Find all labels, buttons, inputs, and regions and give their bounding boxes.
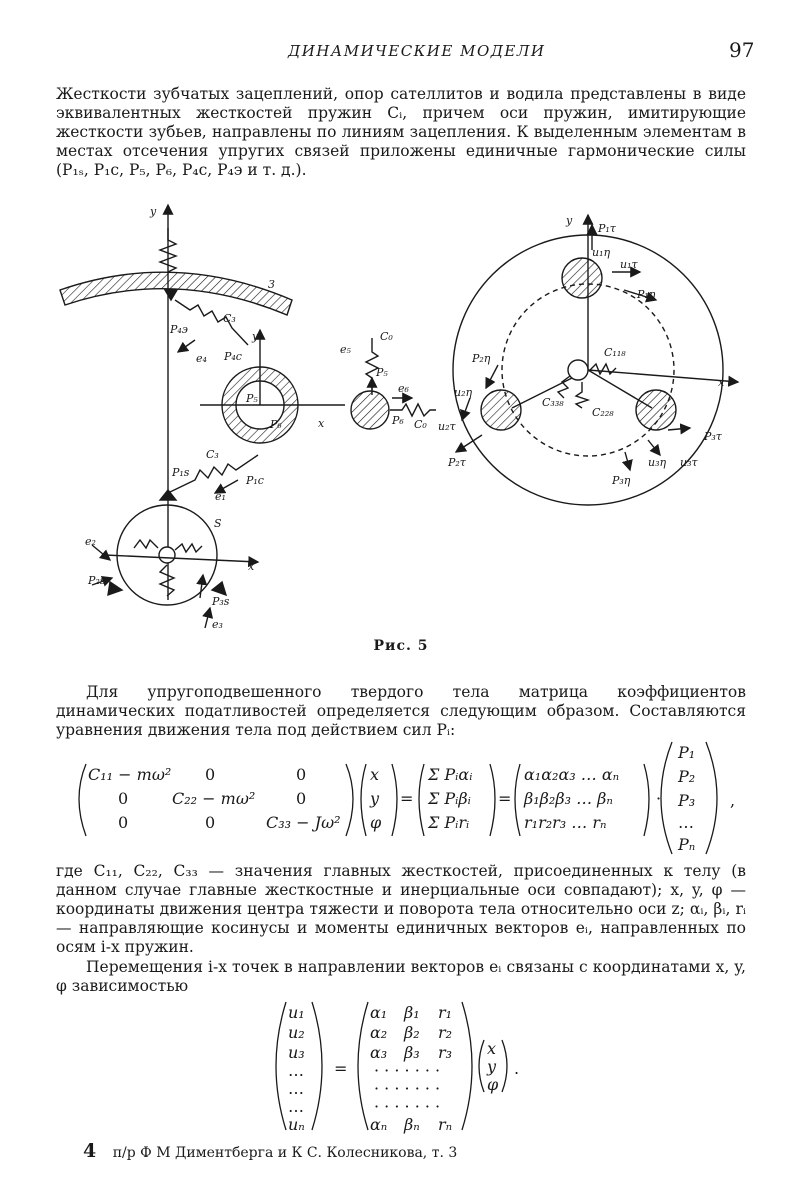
label-c3-bottom: C₃ (206, 448, 219, 461)
eq2-u5: … (288, 1079, 304, 1098)
planet-3 (636, 390, 676, 430)
eq1-eq2: = (498, 789, 512, 808)
eq2-rn: rₙ (438, 1115, 453, 1134)
eq1-v3: φ (370, 813, 382, 832)
label-c228: C₂₂₈ (592, 406, 614, 419)
label-p2h: P₂η (472, 352, 491, 365)
eq1-m33: C₃₃ − Jω² (266, 813, 341, 832)
label-u1t: u₁τ (620, 258, 638, 271)
eq1-r1: α₁α₂α₃ … αₙ (524, 765, 620, 784)
eq1-eq1: = (400, 789, 414, 808)
label-p6-mid: P₆ (392, 414, 404, 427)
label-c118: C₁₁₈ (604, 346, 626, 359)
eq2-u2: u₂ (288, 1023, 305, 1042)
label-e2: e₂ (85, 535, 96, 548)
eq2-a1: α₁ (370, 1003, 388, 1022)
eq2-b1: β₁ (404, 1003, 420, 1022)
planet-1 (562, 258, 602, 298)
label-3: 3 (268, 278, 275, 291)
eq1-m11: C₁₁ − mω² (88, 765, 172, 784)
eq2-bn: βₙ (404, 1115, 420, 1134)
eq1-s1: Σ Pᵢαᵢ (428, 765, 473, 784)
label-p2s: P₂s (88, 574, 106, 587)
label-p1c: P₁c (246, 474, 264, 487)
footnote (83, 1140, 457, 1162)
label-e3: e₃ (212, 618, 223, 631)
eq1-s3: Σ Pᵢrᵢ (428, 813, 470, 832)
eq2-u1: u₁ (288, 1003, 305, 1022)
label-x-left: x (318, 417, 325, 430)
eq2-u6: … (288, 1097, 304, 1116)
label-p1s: P₁s (172, 466, 190, 479)
eq1-p2: P₂ (678, 767, 696, 786)
eq2-period: . (514, 1059, 520, 1078)
eq1-p1: P₁ (678, 743, 696, 762)
label-p4c: P₄c (224, 350, 242, 363)
footnote-text: п/р Ф М Диментберга и К С. Колесникова, т. 3 (112, 1145, 458, 1161)
eq1-pdots: … (678, 813, 694, 832)
eq2-u4: … (288, 1061, 304, 1080)
eq2-a3: α₃ (370, 1043, 388, 1062)
eq1-r2: β₁β₂β₃ … βₙ (524, 789, 613, 808)
label-e1: e₁ (215, 490, 226, 503)
label-p4e: P₄э (170, 323, 188, 336)
label-x2: x (248, 560, 255, 573)
eq2-r2: r₂ (438, 1023, 453, 1042)
eq2-u3: u₃ (288, 1043, 305, 1062)
label-y: y (150, 205, 157, 218)
label-c338: C₃₃₈ (542, 396, 564, 409)
eq1-p3: P₃ (678, 791, 696, 810)
label-s: S (214, 517, 222, 530)
eq1-comma: , (730, 791, 736, 810)
eq2-b2: β₂ (404, 1023, 420, 1042)
paragraph-4: Перемещения i-х точек в направлении векторов eᵢ связаны с координатами x, y, φ зависимостью (56, 958, 746, 995)
equation-1 (0, 740, 802, 855)
eq2-vy: y (487, 1057, 497, 1076)
eq2-dots-2: · · · · · · · (374, 1079, 441, 1098)
eq1-r3: r₁r₂r₃ … rₙ (524, 813, 607, 832)
eq2-r1: r₁ (438, 1003, 453, 1022)
label-p5-mid: P₅ (376, 366, 388, 379)
label-x-right: x (718, 376, 725, 389)
label-p3h: P₃η (612, 474, 631, 487)
label-u3t: u₃τ (680, 456, 698, 469)
label-u1h: u₁η (592, 246, 611, 259)
label-p1h: P₁η (637, 288, 656, 301)
label-e4: e₄ (196, 352, 207, 365)
eq1-v1: x (370, 765, 380, 784)
eq2-r3: r₃ (438, 1043, 453, 1062)
page-number: 97 (729, 38, 755, 62)
housing-arc-3 (60, 272, 292, 315)
label-c0-top: C₀ (380, 330, 393, 343)
eq1-s2: Σ Pᵢβᵢ (428, 789, 471, 808)
planet-middle (351, 391, 389, 429)
eq1-pn: Pₙ (678, 835, 696, 854)
running-title: ДИНАМИЧЕСКИЕ МОДЕЛИ (288, 42, 546, 60)
equation-2 (0, 996, 802, 1138)
signature-mark: 4 (83, 1140, 97, 1162)
label-c3-top: C₃ (223, 312, 236, 325)
paragraph-3: где C₁₁, C₂₂, C₃₃ — значения главных жесткостей, присоединенных к телу (в данном случае главные жесткостные и инерциальные оси совпадают); x, y, φ — координаты движения центра тяжести и поворота тела относительно оси z; αᵢ, βᵢ, rᵢ — направляющие косинусы и моменты единичных векторов eᵢ, направленных по осям i-х пружин. (56, 862, 746, 956)
label-p2t: P₂τ (448, 456, 466, 469)
label-u2h: u₂η (454, 386, 473, 399)
eq2-dots-3: · · · · · · · (374, 1097, 441, 1116)
eq1-m21: 0 (118, 789, 129, 808)
label-p3t: P₃τ (704, 430, 722, 443)
label-y2: y (252, 330, 259, 343)
label-p3s: P₃s (212, 595, 230, 608)
eq2-vx: x (487, 1039, 497, 1058)
label-e5: e₅ (340, 343, 351, 356)
paragraph-2: Для упругоподвешенного твердого тела матрица коэффициентов динамических податливостей определяется следующим образом. Составляются уравнения движения тела под действием сил Pᵢ: (56, 683, 746, 739)
label-p1t: P₁τ (598, 222, 616, 235)
eq1-m23: 0 (296, 789, 307, 808)
eq2-b3: β₃ (404, 1043, 420, 1062)
label-c0-bottom: C₀ (414, 418, 427, 431)
eq1-v2: y (370, 789, 380, 808)
eq1-m13: 0 (296, 765, 307, 784)
label-u3h: u₃η (648, 456, 667, 469)
eq2-an: αₙ (370, 1115, 388, 1134)
eq2-a2: α₂ (370, 1023, 388, 1042)
eq2-un: uₙ (288, 1115, 305, 1134)
planet-2 (481, 390, 521, 430)
eq1-m31: 0 (118, 813, 129, 832)
eq2-vphi: φ (487, 1075, 499, 1094)
label-y-right: y (566, 214, 573, 227)
eq1-dot: · (656, 789, 662, 808)
eq2-dots-1: · · · · · · · (374, 1061, 441, 1080)
eq1-m32: 0 (205, 813, 216, 832)
eq1-m22: C₂₂ − mω² (172, 789, 256, 808)
label-p6-left: P₆ (270, 418, 282, 431)
paragraph-1: Жесткости зубчатых зацеплений, опор сателлитов и водила представлены в виде эквивалентных жесткостей пружин Cᵢ, причем оси пружин, имитирующие жесткости зубьев, направлены по линиям зацепления. К выделенным элементам в местах отсечения упругих связей приложены единичные гармонические силы (P₁ₛ, P₁c, P₅, P₆, P₄c, P₄э и т. д.). (56, 85, 746, 179)
eq1-m12: 0 (205, 765, 216, 784)
eq2-eq: = (334, 1059, 348, 1078)
label-e6: e₆ (398, 382, 409, 395)
figure-caption: Рис. 5 (373, 638, 429, 654)
label-p5-left: P₅ (246, 392, 258, 405)
label-u2t: u₂τ (438, 420, 456, 433)
